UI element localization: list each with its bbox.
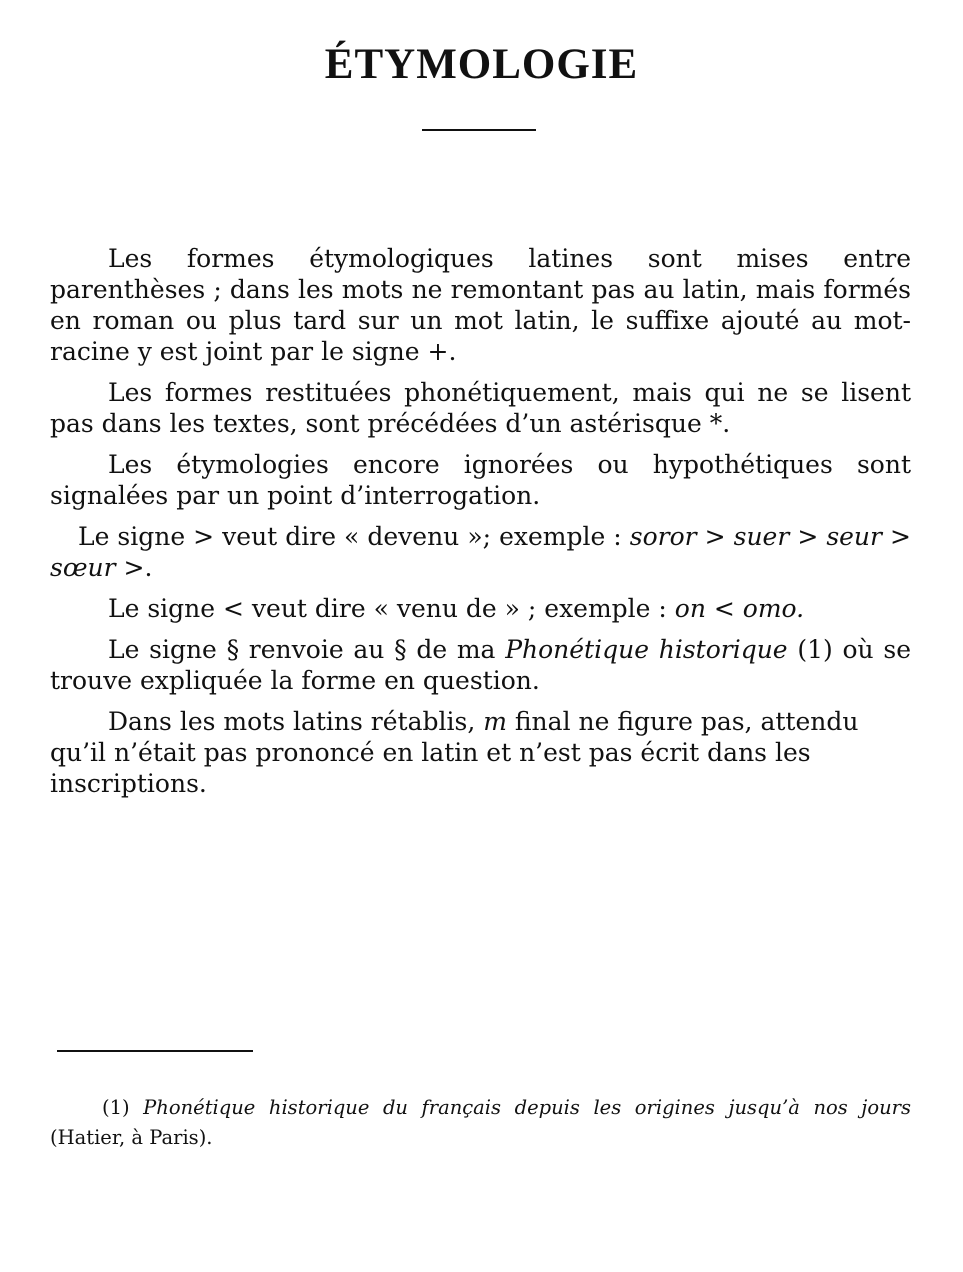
letter-m: m [483, 707, 507, 736]
sign-glyph: > [696, 522, 734, 551]
sign-glyph: > [789, 522, 827, 551]
paragraph-text: Le signe < veut dire « venu de » ; exemple : [108, 594, 675, 623]
paragraph-text: Le signe > veut dire « devenu »; exemple : [78, 522, 630, 551]
sign-glyph: >. [115, 553, 153, 582]
sign-glyph: < [705, 594, 743, 623]
paragraph-sign-less [50, 593, 911, 624]
paragraph-sign-greater [50, 521, 911, 583]
paragraph-unknown-etymologies [50, 449, 911, 511]
paragraph-text: final ne figure pas, attendu qu’il n’était pas prononcé en latin et n’est pas écrit dans les inscriptions. [50, 707, 859, 798]
example-word: soror [629, 522, 697, 551]
book-reference: Phonétique historique [505, 635, 788, 664]
example-word: sœur [50, 553, 116, 582]
title-divider [422, 129, 536, 131]
footnote-title: Phonétique historique du français depuis les origines jusqu’à nos jours [143, 1096, 911, 1119]
example-word: suer [733, 522, 790, 551]
paragraph-final-m [50, 706, 911, 799]
paragraph-text: Le signe § renvoie au § de ma [108, 635, 506, 664]
paragraph-text: Dans les mots latins rétablis, [108, 707, 484, 736]
paragraph-text: Les formes restituées phonétiquement, mais qui ne se lisent pas dans les textes, sont précédées d’un astérisque *. [50, 378, 911, 438]
paragraph-text: Les étymologies encore ignorées ou hypothétiques sont signalées par un point d’interrogation. [50, 450, 911, 510]
example-word: on [674, 594, 706, 623]
example-word: omo. [742, 594, 805, 623]
paragraph-text: Les formes étymologiques latines sont mises entre parenthèses ; dans les mots ne remontant pas au latin, mais formés en roman ou plus tard sur un mot latin, le suffixe ajouté au mot-racine y est joint par le signe +. [50, 244, 911, 366]
paragraph-etymological-forms [50, 243, 911, 367]
paragraph-text: (1) où se trouve expliquée la forme en question. [50, 635, 911, 695]
footnote-marker: (1) [102, 1096, 144, 1119]
body-text [50, 243, 911, 809]
footnote-divider [57, 1050, 253, 1052]
footnote-publisher: (Hatier, à Paris). [50, 1126, 213, 1149]
sign-glyph: > [882, 522, 911, 551]
footnote [50, 1093, 911, 1153]
paragraph-section-sign [50, 634, 911, 696]
example-word: seur [826, 522, 882, 551]
page-title: ÉTYMOLOGIE [324, 41, 639, 88]
paragraph-restituted-forms [50, 377, 911, 439]
